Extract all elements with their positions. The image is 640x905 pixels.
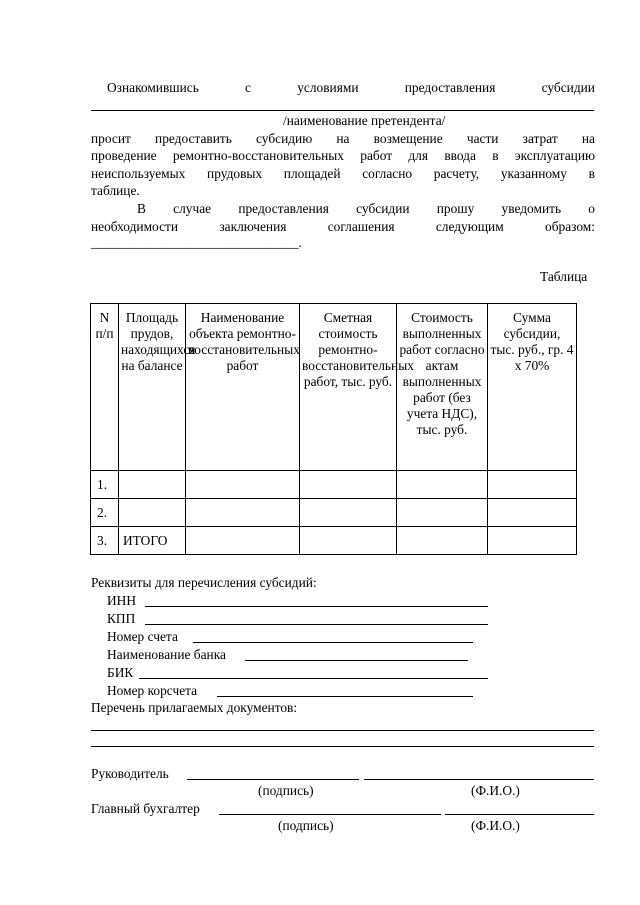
notify-blank[interactable]: _______________________________.	[91, 235, 302, 250]
head-name-line[interactable]	[364, 779, 594, 780]
intro-line1	[91, 80, 595, 96]
total-label: ИТОГО	[119, 527, 186, 555]
table-cell[interactable]	[300, 499, 397, 527]
table-cell[interactable]	[186, 499, 300, 527]
table-cell[interactable]	[300, 527, 397, 555]
head-sign-hint: (подпись)	[258, 783, 314, 798]
bik-field	[107, 665, 133, 681]
corr-account-label: Номер корсчета	[107, 683, 198, 698]
bank-field	[107, 647, 226, 663]
subsidy-table	[90, 303, 577, 555]
intro-word: с	[245, 80, 251, 95]
account-field	[107, 629, 178, 645]
header-cell: N п/п	[91, 304, 119, 471]
row-number: 3.	[91, 527, 119, 555]
inn-input-line[interactable]	[145, 606, 488, 607]
table-cell[interactable]	[119, 471, 186, 499]
bik-input-line[interactable]	[139, 678, 488, 679]
body-line-4: таблице.	[91, 183, 140, 198]
accountant-sign-hint: (подпись)	[278, 818, 334, 833]
table-row	[91, 499, 577, 527]
bik-label: БИК	[107, 665, 134, 680]
bank-label: Наименование банка	[107, 647, 226, 662]
kpp-field	[107, 611, 135, 627]
accountant-name-line[interactable]	[445, 814, 594, 815]
header-cell: Наименование объекта ремонтно-восстановительных работ	[186, 304, 300, 471]
account-input-line[interactable]	[193, 642, 473, 643]
documents-title: Перечень прилагаемых документов:	[91, 700, 298, 715]
kpp-input-line[interactable]	[145, 624, 488, 625]
documents-line-2[interactable]	[91, 746, 594, 747]
accountant-signature-line[interactable]	[219, 814, 441, 815]
header-cell: Сметная стоимость ремонтно-восстановительных работ, тыс. руб.	[300, 304, 397, 471]
header-cell: Сумма субсидии, тыс. руб., гр. 4 x 70%	[488, 304, 577, 471]
table-header-row	[91, 304, 577, 471]
row-number: 2.	[91, 499, 119, 527]
inn-label: ИНН	[107, 593, 137, 608]
applicant-name-line[interactable]	[91, 110, 594, 111]
account-label: Номер счета	[107, 629, 178, 644]
body-line-1: просит предоставить субсидию на возмещение части затрат на	[91, 131, 595, 146]
bank-input-line[interactable]	[245, 660, 468, 661]
head-signature-line[interactable]	[187, 779, 359, 780]
row-number: 1.	[91, 471, 119, 499]
intro-word: Ознакомившись	[107, 80, 199, 95]
corr-account-input-line[interactable]	[217, 696, 473, 697]
body-line-3: неиспользуемых прудовых площадей согласно расчету, указанному в	[91, 166, 595, 181]
table-cell[interactable]	[488, 471, 577, 499]
documents-line-1[interactable]	[91, 730, 594, 731]
accountant-label: Главный бухгалтер	[91, 801, 200, 816]
table-cell[interactable]	[186, 471, 300, 499]
table-cell[interactable]	[397, 527, 488, 555]
intro-word: условиями	[297, 80, 359, 95]
table-caption: Таблица	[540, 269, 588, 284]
requisites-title: Реквизиты для перечисления субсидий:	[91, 575, 317, 590]
head-name-hint: (Ф.И.О.)	[471, 783, 520, 798]
table-cell[interactable]	[488, 527, 577, 555]
head-label: Руководитель	[91, 766, 169, 781]
table-row	[91, 471, 577, 499]
header-cell: Площадь прудов, находящихся на балансе	[119, 304, 186, 471]
body-line-2: проведение ремонтно-восстановительных работ для ввода в эксплуатацию	[91, 148, 595, 163]
table-row	[91, 527, 577, 555]
kpp-label: КПП	[107, 611, 136, 626]
intro-word: субсидии	[541, 80, 595, 95]
table-cell[interactable]	[186, 527, 300, 555]
header-cell: Стоимость выполненных работ согласно актам выполненных работ (без учета НДС), тыс. руб.	[397, 304, 488, 471]
table-cell[interactable]	[119, 499, 186, 527]
intro-word: предоставления	[404, 80, 496, 95]
applicant-hint: /наименование претендента/	[283, 113, 446, 128]
table-cell[interactable]	[397, 471, 488, 499]
notify-line-2: необходимости заключения соглашения следующим образом:	[91, 219, 595, 234]
table-cell[interactable]	[397, 499, 488, 527]
inn-field	[107, 593, 136, 609]
corr-account-field	[107, 683, 197, 699]
table-cell[interactable]	[488, 499, 577, 527]
notify-line-1: В случае предоставления субсидии прошу уведомить о	[137, 201, 595, 216]
table-cell[interactable]	[300, 471, 397, 499]
accountant-name-hint: (Ф.И.О.)	[471, 818, 520, 833]
